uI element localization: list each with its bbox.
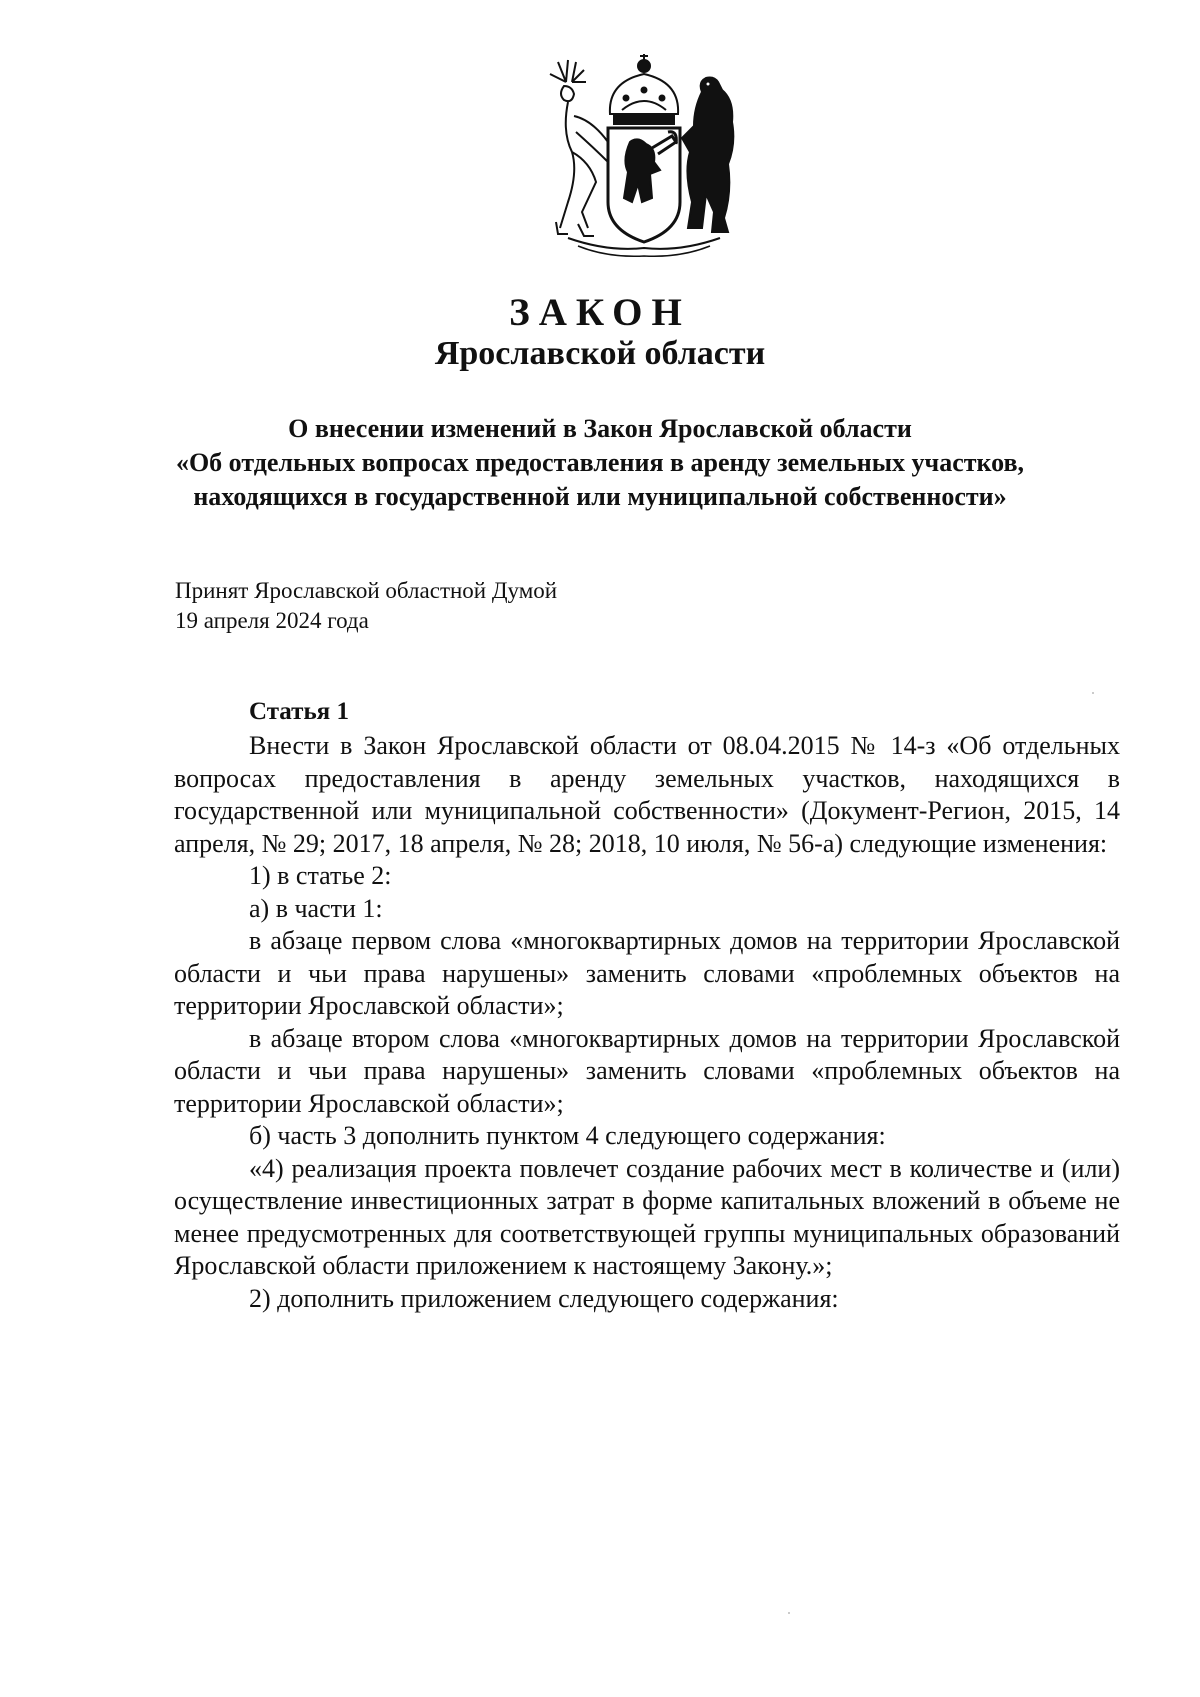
article-body xyxy=(174,730,1120,1315)
paragraph: Внести в Закон Ярославской области от 08.04.2015 № 14-з «Об отдельных вопросах предоставления в аренду земельных участков, находящихся в государственной или муниципальной собственности» (Документ-Регион, 2015, 14 апреля, № 29; 2017, 18 апреля, № 28; 2018, 10 июля, № 56-а) следующие изменения: xyxy=(174,731,1120,858)
paragraph: 1) в статье 2: xyxy=(249,861,392,890)
subject-line: О внесении изменений в Закон Ярославской области xyxy=(288,414,912,443)
paragraph: б) часть 3 дополнить пунктом 4 следующего содержания: xyxy=(249,1121,886,1150)
scan-speck xyxy=(788,1612,790,1614)
paragraph: 2) дополнить приложением следующего содержания: xyxy=(249,1283,839,1313)
coat-of-arms-icon xyxy=(538,52,750,262)
subject-line: находящихся в государственной или муниципальной собственности» xyxy=(193,482,1007,511)
adoption-body: Принят Ярославской областной Думой xyxy=(175,578,558,603)
scan-speck xyxy=(1092,692,1094,694)
document-type-title: ЗАКОН xyxy=(509,291,691,334)
issuing-region-title: Ярославской области xyxy=(434,335,766,372)
adoption-date: 19 апреля 2024 года xyxy=(175,608,369,633)
paragraph: в абзаце втором слова «многоквартирных домов на территории Ярославской области и чьи права нарушены» заменить словами «проблемных объектов на территории Ярославской области»; xyxy=(174,1023,1120,1118)
paragraph: «4) реализация проекта повлечет создание рабочих мест в количестве и (или) осуществление инвестиционных затрат в форме капитальных вложений в объеме не менее предусмотренных для соответствующей группы муниципальных образований Ярославской области приложением к настоящему Закону.»; xyxy=(174,1153,1120,1280)
article-heading: Статья 1 xyxy=(249,698,349,725)
law-subject-heading xyxy=(100,412,1100,514)
paragraph: а) в части 1: xyxy=(249,893,383,923)
adoption-note xyxy=(175,576,557,636)
paragraph: в абзаце первом слова «многоквартирных домов на территории Ярославской области и чьи права нарушены» заменить словами «проблемных объектов на территории Ярославской области»; xyxy=(174,926,1120,1020)
subject-line: «Об отдельных вопросах предоставления в аренду земельных участков, xyxy=(175,448,1025,477)
